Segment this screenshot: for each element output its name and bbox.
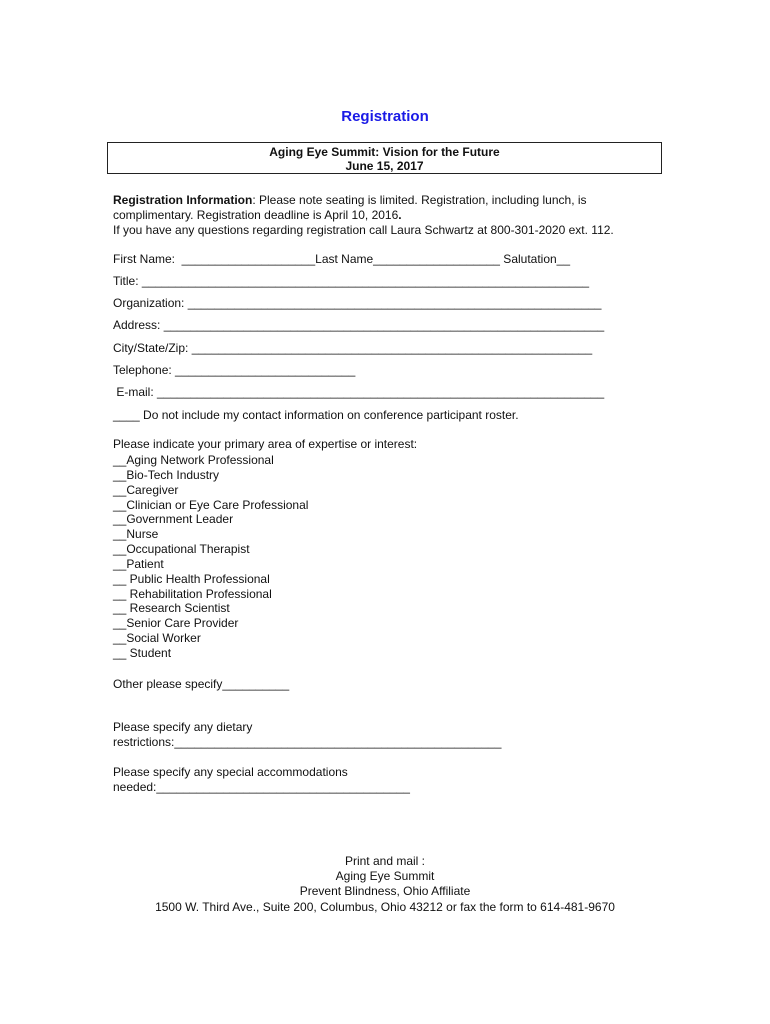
expertise-option[interactable]: __Government Leader (113, 512, 234, 526)
expertise-option[interactable]: __Occupational Therapist (113, 542, 250, 556)
telephone-field[interactable]: Telephone: ___________________________ (113, 363, 356, 377)
accommodations-field[interactable]: needed:______________________________________ (113, 780, 410, 794)
registration-info-label: Registration Information (113, 193, 253, 207)
dietary-prompt: Please specify any dietary (113, 720, 253, 734)
expertise-option[interactable]: __Bio-Tech Industry (113, 468, 220, 482)
city-state-zip-field[interactable]: City/State/Zip: ____________________________________________________________ (113, 341, 593, 355)
dietary-field[interactable]: restrictions:_________________________________________________ (113, 735, 502, 749)
registration-info-text-2: complimentary. Registration deadline is April 10, 2016 (113, 208, 399, 222)
event-info-box (107, 142, 662, 174)
title-field[interactable]: Title: ___________________________________________________________________ (113, 274, 590, 288)
event-name: Aging Eye Summit: Vision for the Future (269, 145, 500, 159)
expertise-option[interactable]: __ Student (113, 646, 172, 660)
mail-organization: Prevent Blindness, Ohio Affiliate (299, 884, 471, 898)
registration-info-line-2 (113, 208, 402, 223)
expertise-option[interactable]: __ Rehabilitation Professional (113, 587, 272, 601)
expertise-option[interactable]: __Aging Network Professional (113, 453, 274, 467)
mail-instruction: Print and mail : (344, 854, 426, 868)
roster-optout-field[interactable]: ____ Do not include my contact information on conference participant roster. (113, 408, 519, 422)
event-date: June 15, 2017 (345, 159, 424, 173)
expertise-option[interactable]: __ Public Health Professional (113, 572, 270, 586)
organization-field[interactable]: Organization: ______________________________________________________________ (113, 296, 602, 310)
registration-info-text-1: : Please note seating is limited. Registration, including lunch, is (252, 193, 587, 207)
name-fields-line[interactable]: First Name: ____________________Last Name___________________ Salutation__ (113, 252, 571, 266)
expertise-option[interactable]: __Caregiver (113, 483, 179, 497)
other-specify-field[interactable]: Other please specify__________ (113, 677, 290, 691)
expertise-option[interactable]: __Nurse (113, 527, 159, 541)
expertise-option[interactable]: __Social Worker (113, 631, 201, 645)
expertise-option[interactable]: __Senior Care Provider (113, 616, 239, 630)
mail-address: 1500 W. Third Ave., Suite 200, Columbus, Ohio 43212 or fax the form to 614-481-9670 (155, 900, 615, 914)
page-title: Registration (341, 108, 429, 125)
expertise-option[interactable]: __Clinician or Eye Care Professional (113, 498, 309, 512)
mail-recipient: Aging Eye Summit (335, 869, 435, 883)
address-field[interactable]: Address: __________________________________________________________________ (113, 318, 605, 332)
registration-info-period: . (398, 208, 402, 222)
expertise-option[interactable]: __Patient (113, 557, 164, 571)
registration-info-line-3: If you have any questions regarding registration call Laura Schwartz at 800-301-2020 ext. 112. (113, 223, 614, 237)
accommodations-prompt: Please specify any special accommodations (113, 765, 348, 779)
expertise-prompt: Please indicate your primary area of expertise or interest: (113, 437, 418, 451)
email-field[interactable]: E-mail: ___________________________________________________________________ (113, 385, 605, 399)
expertise-option[interactable]: __ Research Scientist (113, 601, 230, 615)
registration-info-line-1 (113, 193, 587, 208)
